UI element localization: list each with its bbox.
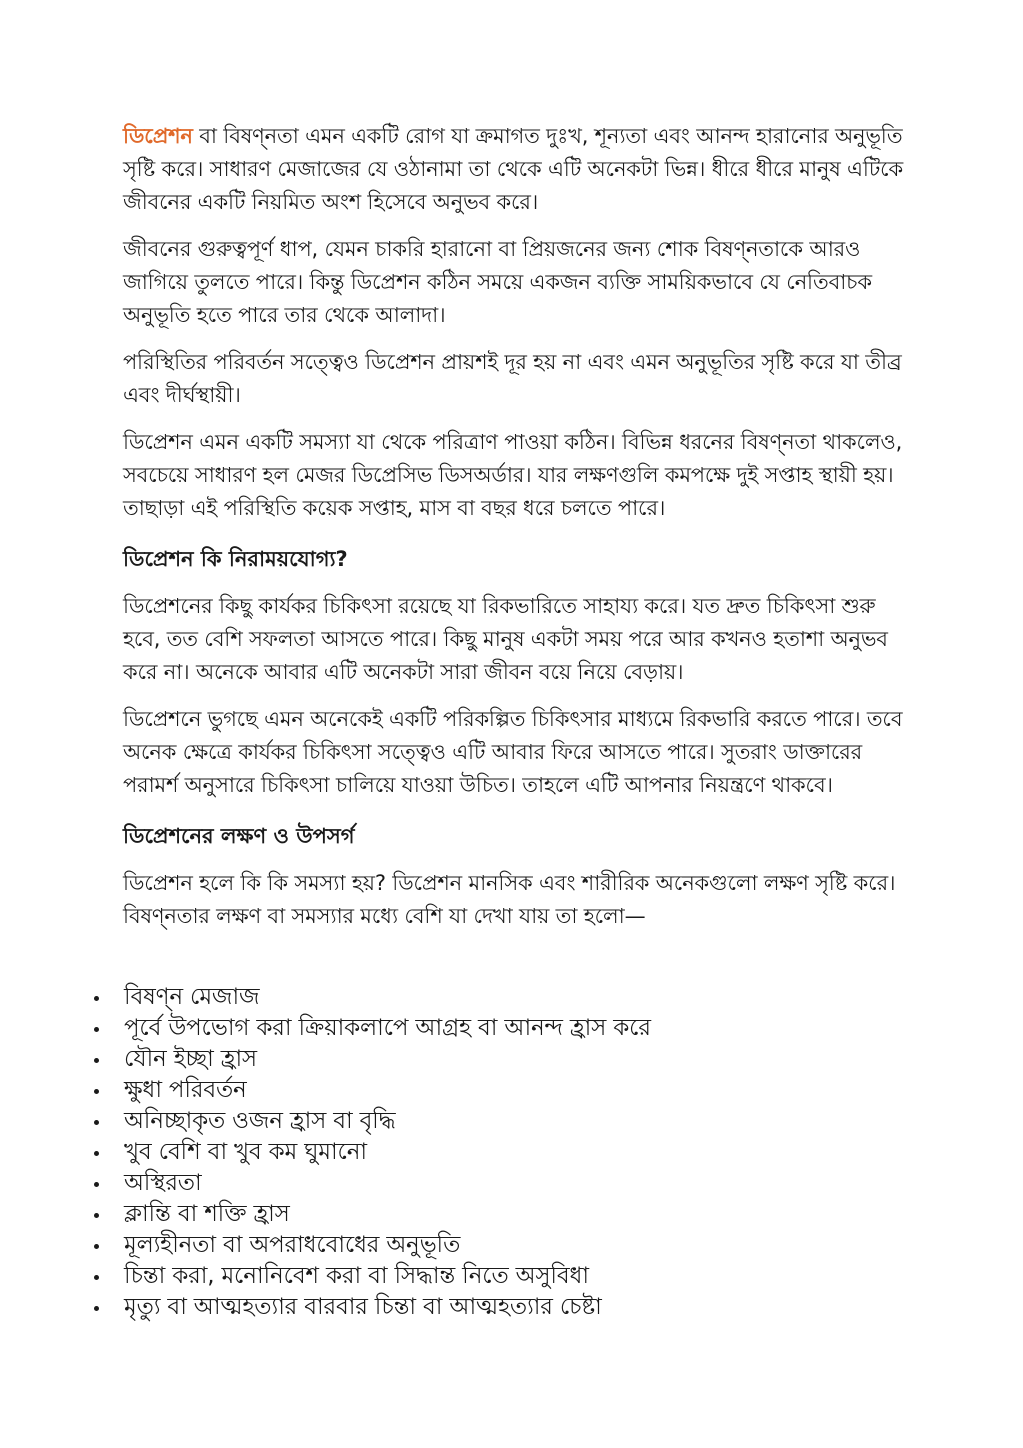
intro-term: ডিপ্রেশন [123,124,193,148]
list-item-text: অস্থিরতা [124,1170,202,1196]
list-item [90,1230,950,1261]
bullet-icon [94,1151,99,1156]
bullet-icon [94,1182,99,1187]
paragraph-1: জীবনের গুরুত্বপূর্ণ ধাপ, যেমন চাকরি হারানো বা প্রিয়জনের জন্য শোক বিষণ্নতাকে আরও জাগিয়ে তুলতে পারে। কিন্তু ডিপ্রেশন কঠিন সময়ে একজন ব্যক্তি সাময়িকভাবে যে নেতিবাচক অনুভূতি হতে পারে তার থেকে আলাদা। [123,237,872,327]
list-item-text: বিষণ্ন মেজাজ [124,984,260,1010]
list-item [90,1292,950,1323]
list-item [90,1261,950,1292]
list-item-text: ক্লান্তি বা শক্তি হ্রাস [124,1201,290,1227]
list-item [90,1137,950,1168]
bullet-icon [94,1120,99,1125]
section-heading-curable: ডিপ্রেশন কি নিরাময়যোগ্য? [123,547,348,571]
bullet-icon [94,1275,99,1280]
symptom-list [90,982,950,1323]
list-item [90,1044,950,1075]
list-item-text: অনিচ্ছাকৃত ওজন হ্রাস বা বৃদ্ধি [124,1108,396,1134]
list-item-text: পূর্বে উপভোগ করা ক্রিয়াকলাপে আগ্রহ বা আনন্দ হ্রাস করে [124,1015,651,1041]
bullet-icon [94,1306,99,1311]
list-item-text: যৌন ইচ্ছা হ্রাস [124,1046,257,1072]
list-item [90,1075,950,1106]
intro-paragraph [123,120,913,219]
list-item [90,982,950,1013]
list-item-text: ক্ষুধা পরিবর্তন [124,1077,247,1103]
curable-paragraph-1: ডিপ্রেশনের কিছু কার্যকর চিকিৎসা রয়েছে যা রিকভারিতে সাহায্য করে। যত দ্রুত চিকিৎসা শুরু হবে, তত বেশি সফলতা আসতে পারে। কিছু মানুষ একটা সময় পরে আর কখনও হতাশা অনুভব করে না। অনেকে আবার এটি অনেকটা সারা জীবন বয়ে নিয়ে বেড়ায়। [123,594,888,684]
bullet-icon [94,1244,99,1249]
list-item-text: মৃত্যু বা আত্মহত্যার বারবার চিন্তা বা আত্মহত্যার চেষ্টা [124,1294,602,1320]
list-item-text: মূল্যহীনতা বা অপরাধবোধের অনুভূতি [124,1232,461,1258]
list-item-text: খুব বেশি বা খুব কম ঘুমানো [124,1139,367,1165]
bullet-icon [94,1089,99,1094]
bullet-icon [94,1213,99,1218]
bullet-icon [94,1058,99,1063]
list-item [90,1106,950,1137]
curable-paragraph-2: ডিপ্রেশনে ভুগছে এমন অনেকেই একটি পরিকল্পিত চিকিৎসার মাধ্যমে রিকভারি করতে পারে। তবে অনেক ক্ষেত্রে কার্যকর চিকিৎসা সত্ত্বেও এটি আবার ফিরে আসতে পারে। সুতরাং ডাক্তারের পরামর্শ অনুসারে চিকিৎসা চালিয়ে যাওয়া উচিত। তাহলে এটি আপনার নিয়ন্ত্রণে থাকবে। [123,707,903,797]
intro-text: বা বিষণ্নতা এমন একটি রোগ যা ক্রমাগত দুঃখ, শূন্যতা এবং আনন্দ হারানোর অনুভূতি সৃষ্টি করে। সাধারণ মেজাজের যে ওঠানামা তা থেকে এটি অনেকটা ভিন্ন। ধীরে ধীরে মানুষ এটিকে জীবনের একটি নিয়মিত অংশ হিসেবে অনুভব করে। [123,124,903,214]
paragraph-3: ডিপ্রেশন এমন একটি সমস্যা যা থেকে পরিত্রাণ পাওয়া কঠিন। বিভিন্ন ধরনের বিষণ্নতা থাকলেও, সবচেয়ে সাধারণ হল মেজর ডিপ্রেসিভ ডিসঅর্ডার। যার লক্ষণগুলি কমপক্ষে দুই সপ্তাহ স্থায়ী হয়। তাছাড়া এই পরিস্থিতি কয়েক সপ্তাহ, মাস বা বছর ধরে চলতে পারে। [123,430,903,520]
paragraph-2: পরিস্থিতির পরিবর্তন সত্ত্বেও ডিপ্রেশন প্রায়শই দূর হয় না এবং এমন অনুভূতির সৃষ্টি করে যা তীব্র এবং দীর্ঘস্থায়ী। [123,350,902,407]
bullet-icon [94,996,99,1001]
list-item [90,1013,950,1044]
document-body [123,120,913,947]
list-item-text: চিন্তা করা, মনোনিবেশ করা বা সিদ্ধান্ত নিতে অসুবিধা [124,1263,589,1289]
list-item [90,1199,950,1230]
symptoms-intro: ডিপ্রেশন হলে কি কি সমস্যা হয়? ডিপ্রেশন মানসিক এবং শারীরিক অনেকগুলো লক্ষণ সৃষ্টি করে। বিষণ্নতার লক্ষণ বা সমস্যার মধ্যে বেশি যা দেখা যায় তা হলো— [123,871,896,928]
section-heading-symptoms: ডিপ্রেশনের লক্ষণ ও উপসর্গ [123,824,355,848]
list-item [90,1168,950,1199]
bullet-icon [94,1027,99,1032]
